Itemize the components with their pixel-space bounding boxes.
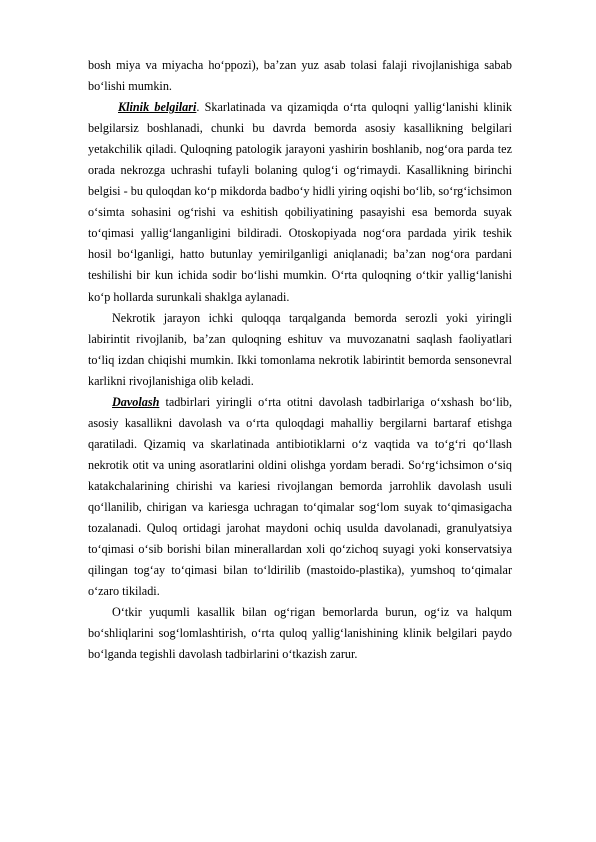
treatment-text: tadbirlari yiringli o‘rta otitni davolash tadbirlariga o‘xshash bo‘lib, asosiy kasallikni davolash va o‘rta quloqdagi mahalliy bergilarni bartaraf etishga qaratiladi. Qizamiq va skarlatinada antibiotiklarni o‘z vaqtida va to‘g‘ri qo‘llash nekrotik otit va uning asoratlarini oldini olishga yordam beradi. So‘rg‘ichsimon o‘siq katakchalarining chirishi va kariesi rivojlangan bemorda jarrohlik davolash usuli qo‘llanilib, chirigan va kariesga uchragan to‘qimalar sog‘lom suyak to‘qimasigacha tozalanadi. Quloq ortidagi jarohat maydoni ochiq usulda davolanadi, granulyatsiya to‘qimasi o‘sib borishi bilan minerallardan xoli qo‘zichoq suyagi yoki konservatsiya qilingan tog‘ay to‘qimasi bilan to‘ldirilib (mastoido-plastika), yumshoq to‘qimalar o‘zaro tikiladi.	[88, 394, 512, 599]
paragraph-clinical-signs	[88, 97, 512, 307]
paragraph-continuation: bosh miya va miyacha ho‘ppozi), ba’zan yuz asab tolasi falaji rivojlanishiga sabab bo‘lishi mumkin.	[88, 58, 512, 94]
document-page	[88, 55, 512, 665]
clinical-signs-text: . Skarlatinada va qizamiqda o‘rta quloqni yallig‘lanishi klinik belgilarsiz boshlanadi, chunki bu davrda bemorda asosiy kasallikning belgilari yetakchilik qiladi. Quloqning patologik jarayoni yashirin boshlanib, nog‘ora parda tez orada nekrozga uchrashi tufayli bolaning qulog‘i og‘rimaydi. Kasallikning birinchi belgisi - bu quloqdan ko‘p mikdorda badbo‘y hidli yiring oqishi bo‘lib, so‘rg‘ichsimon o‘simta sohasini og‘rishi va eshitish qobiliyatining pasayishi esa bemorda suyak to‘qimasi yallig‘langanligini bildiradi. Otoskopiyada nog‘ora pardada yirik teshik hosil bo‘lganligi, hatto butunlay yemirilganligi aniqlanadi; ba’zan nog‘ora pardani teshilishi bir kun ichida sodir bo‘lishi mumkin. O‘rta quloqning o‘tkir yallig‘lanishi ko‘p hollarda surunkali shaklga aylanadi.	[88, 100, 512, 304]
term-clinical-signs: Klinik belgilari	[118, 100, 197, 115]
paragraph-prevention: O‘tkir yuqumli kasallik bilan og‘rigan bemorlarda burun, og‘iz va halqum bo‘shliqlarini sog‘lomlashtirish, o‘rta quloq yallig‘lanishining klinik belgilari paydo bo‘lganda tegishli davolash tadbirlarini o‘tkazish zarur.	[88, 605, 512, 662]
paragraph-labyrinthitis: Nekrotik jarayon ichki quloqqa tarqalganda bemorda serozli yoki yiringli labirintit rivojlanib, ba’zan quloqning eshituv va muvozanatni saqlash faoliyatlari to‘liq izdan chiqishi mumkin. Ikki tomonlama nekrotik labirintit bemorda sensonevral karlikni rivojlanishiga olib keladi.	[88, 310, 512, 388]
term-treatment: Davolash	[112, 394, 160, 409]
paragraph-treatment	[88, 392, 512, 602]
